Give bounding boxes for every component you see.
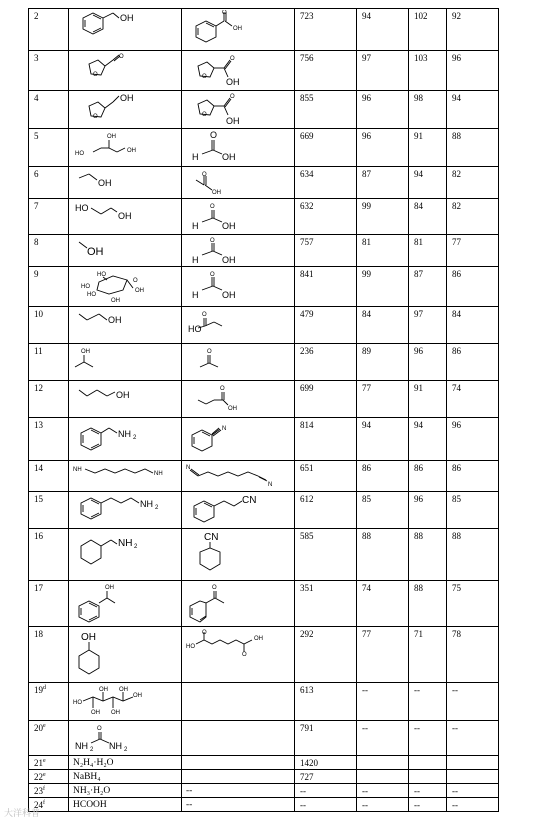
tof-cell: 791 xyxy=(295,721,357,756)
svg-text:O: O xyxy=(230,56,235,62)
svg-text:O: O xyxy=(97,726,102,732)
reactant-structure xyxy=(71,582,179,624)
footnote-mark: e xyxy=(43,772,46,778)
product-empty xyxy=(182,770,295,784)
value-cell: 87 xyxy=(357,167,409,199)
value-cell: 86 xyxy=(447,267,499,307)
entry-number: 8 xyxy=(34,237,39,247)
svg-text:OH: OH xyxy=(222,290,236,300)
value-cell: 96 xyxy=(409,344,447,381)
value-cell xyxy=(447,756,499,770)
value-cell: 94 xyxy=(409,418,447,461)
value-cell: 85 xyxy=(447,492,499,529)
tof-cell: 841 xyxy=(295,267,357,307)
svg-text:OH: OH xyxy=(111,710,120,716)
svg-text:NH: NH xyxy=(154,471,163,477)
value-cell: 74 xyxy=(447,381,499,418)
value-cell: 96 xyxy=(357,91,409,129)
value-cell: -- xyxy=(409,721,447,756)
reactant-structure xyxy=(71,10,179,48)
value-cell: 82 xyxy=(447,199,499,235)
product-structure xyxy=(184,419,292,457)
tof-cell: 1420 xyxy=(295,756,357,770)
value-cell xyxy=(357,770,409,784)
table-row xyxy=(29,51,499,91)
tof-cell: 585 xyxy=(295,529,357,581)
value-cell: 84 xyxy=(409,199,447,235)
value-cell: 87 xyxy=(409,267,447,307)
table-row xyxy=(29,756,499,770)
tof-cell: 727 xyxy=(295,770,357,784)
svg-text:OH: OH xyxy=(127,148,136,154)
value-cell: 88 xyxy=(447,529,499,581)
svg-text:OH: OH xyxy=(120,93,134,103)
reactant-structure xyxy=(71,493,179,525)
svg-text:2: 2 xyxy=(155,505,159,511)
table-row xyxy=(29,9,499,51)
product-structure xyxy=(184,462,292,488)
svg-text:O: O xyxy=(230,94,235,100)
svg-text:OH: OH xyxy=(118,211,132,221)
value-cell: -- xyxy=(409,798,447,812)
svg-text:O: O xyxy=(210,130,218,140)
svg-text:NH: NH xyxy=(75,741,88,751)
entry-number: 12 xyxy=(34,383,43,393)
svg-text:OH: OH xyxy=(233,26,242,32)
value-cell: -- xyxy=(357,721,409,756)
entry-number: 23 xyxy=(34,786,43,796)
entry-number: 14 xyxy=(34,463,43,473)
value-cell: -- xyxy=(409,683,447,721)
tof-cell: -- xyxy=(295,784,357,798)
value-cell: -- xyxy=(409,784,447,798)
footnote-mark: f xyxy=(43,800,45,806)
tof-cell: 855 xyxy=(295,91,357,129)
value-cell: -- xyxy=(357,798,409,812)
value-cell: 94 xyxy=(357,9,409,51)
entry-number: 11 xyxy=(34,346,43,356)
footnote-mark: e xyxy=(43,723,46,729)
reactant-structure xyxy=(71,722,179,753)
entry-number: 20 xyxy=(34,723,43,733)
product-structure xyxy=(184,168,292,196)
value-cell: -- xyxy=(447,798,499,812)
entry-number: 22 xyxy=(34,772,43,782)
svg-text:OH: OH xyxy=(135,288,144,294)
svg-text:CN: CN xyxy=(242,495,257,506)
table-row xyxy=(29,721,499,756)
reactant-structure xyxy=(71,130,179,164)
table-row xyxy=(29,770,499,784)
table-row xyxy=(29,199,499,235)
table-row xyxy=(29,492,499,529)
svg-text:OH: OH xyxy=(111,298,120,304)
product-structure xyxy=(184,530,292,578)
svg-text:OH: OH xyxy=(226,77,240,87)
value-cell: 77 xyxy=(357,381,409,418)
value-cell xyxy=(409,770,447,784)
svg-text:O: O xyxy=(93,114,98,120)
tof-cell: 632 xyxy=(295,199,357,235)
value-cell: 91 xyxy=(409,381,447,418)
svg-text:OH: OH xyxy=(120,13,134,23)
svg-text:2: 2 xyxy=(133,435,137,441)
tof-cell: 814 xyxy=(295,418,357,461)
tof-cell: 236 xyxy=(295,344,357,381)
product-text: -- xyxy=(182,784,295,798)
product-structure xyxy=(184,493,292,525)
table-row xyxy=(29,267,499,307)
table-row xyxy=(29,418,499,461)
product-structure xyxy=(184,52,292,88)
value-cell: 94 xyxy=(447,91,499,129)
svg-text:2: 2 xyxy=(134,544,138,550)
value-cell: 88 xyxy=(357,529,409,581)
product-text: -- xyxy=(182,798,295,812)
table-row xyxy=(29,381,499,418)
product-structure xyxy=(184,92,292,126)
value-cell: 85 xyxy=(357,492,409,529)
entry-number: 13 xyxy=(34,420,43,430)
value-cell xyxy=(409,756,447,770)
svg-text:O: O xyxy=(210,204,215,210)
entry-number: 18 xyxy=(34,629,43,639)
svg-text:HO: HO xyxy=(186,644,195,650)
entry-number: 24 xyxy=(34,800,43,810)
entry-number: 15 xyxy=(34,494,43,504)
reactant-structure xyxy=(71,268,179,304)
reactant-formula: N₂H₄·H₂O xyxy=(69,756,182,770)
svg-text:O: O xyxy=(202,112,207,118)
entry-number: 7 xyxy=(34,201,39,211)
value-cell: 94 xyxy=(409,167,447,199)
value-cell xyxy=(447,770,499,784)
entry-number: 5 xyxy=(34,131,39,141)
entry-number: 17 xyxy=(34,583,43,593)
svg-text:O: O xyxy=(222,10,227,16)
svg-text:NH: NH xyxy=(109,741,122,751)
entry-number: 3 xyxy=(34,53,39,63)
product-structure xyxy=(184,345,292,377)
footnote-mark: e xyxy=(43,758,46,764)
value-cell: 96 xyxy=(409,492,447,529)
reactant-structure xyxy=(71,530,179,578)
reactant-formula: NaBH₄ xyxy=(69,770,182,784)
svg-text:N: N xyxy=(268,482,273,488)
svg-text:O: O xyxy=(119,54,124,60)
value-cell: 86 xyxy=(447,461,499,492)
tof-cell: 756 xyxy=(295,51,357,91)
footnote-mark: d xyxy=(43,685,46,691)
entry-number: 6 xyxy=(34,169,39,179)
svg-text:OH: OH xyxy=(226,116,240,126)
footnote-mark: f xyxy=(43,786,45,792)
value-cell: -- xyxy=(447,683,499,721)
svg-text:NH: NH xyxy=(140,499,153,509)
svg-text:OH: OH xyxy=(222,221,236,231)
product-structure xyxy=(184,130,292,164)
table-row xyxy=(29,91,499,129)
watermark: 大洋科普 xyxy=(4,809,41,819)
value-cell: 77 xyxy=(357,627,409,683)
value-cell: 97 xyxy=(409,307,447,344)
table-row xyxy=(29,307,499,344)
svg-text:O: O xyxy=(210,238,215,244)
product-structure xyxy=(184,10,292,48)
tof-cell: 634 xyxy=(295,167,357,199)
value-cell: 92 xyxy=(447,9,499,51)
value-cell: 98 xyxy=(409,91,447,129)
svg-text:OH: OH xyxy=(228,406,237,412)
svg-text:OH: OH xyxy=(81,632,96,643)
svg-text:O: O xyxy=(202,172,207,178)
reactant-structure xyxy=(71,684,179,718)
product-structure xyxy=(184,308,292,340)
svg-text:OH: OH xyxy=(254,636,263,642)
svg-text:OH: OH xyxy=(107,134,116,140)
reactant-structure xyxy=(71,462,179,488)
svg-text:OH: OH xyxy=(108,315,122,325)
svg-text:OH: OH xyxy=(91,710,100,716)
svg-text:O: O xyxy=(207,349,212,355)
value-cell: 84 xyxy=(447,307,499,344)
value-cell: 102 xyxy=(409,9,447,51)
svg-text:O: O xyxy=(93,72,98,78)
entry-number: 16 xyxy=(34,531,43,541)
table-row xyxy=(29,581,499,627)
value-cell: 97 xyxy=(357,51,409,91)
svg-text:OH: OH xyxy=(116,390,130,400)
entry-number: 2 xyxy=(34,11,39,21)
svg-text:OH: OH xyxy=(99,687,108,693)
svg-text:OH: OH xyxy=(222,255,236,264)
reactant-structure xyxy=(71,236,179,264)
value-cell: 86 xyxy=(447,344,499,381)
value-cell: 96 xyxy=(447,418,499,461)
value-cell: 96 xyxy=(447,51,499,91)
value-cell xyxy=(357,756,409,770)
value-cell: 88 xyxy=(409,529,447,581)
svg-text:O: O xyxy=(210,272,215,278)
svg-text:OH: OH xyxy=(222,152,236,162)
table-row xyxy=(29,235,499,267)
svg-text:O: O xyxy=(202,312,207,318)
reactant-structure xyxy=(71,168,179,196)
entry-number: 10 xyxy=(34,309,43,319)
value-cell: 86 xyxy=(357,461,409,492)
entry-number: 19 xyxy=(34,685,43,695)
svg-text:NH: NH xyxy=(118,429,131,439)
product-structure xyxy=(184,582,292,624)
svg-text:O: O xyxy=(133,278,138,284)
table-row xyxy=(29,344,499,381)
table-row xyxy=(29,129,499,167)
svg-text:O: O xyxy=(242,652,247,658)
svg-text:NH: NH xyxy=(73,467,82,473)
value-cell: 86 xyxy=(409,461,447,492)
value-cell: 81 xyxy=(409,235,447,267)
value-cell: 91 xyxy=(409,129,447,167)
value-cell: 88 xyxy=(409,581,447,627)
svg-text:CN: CN xyxy=(204,532,219,543)
table-row xyxy=(29,798,499,812)
value-cell: 81 xyxy=(357,235,409,267)
tof-cell: 757 xyxy=(295,235,357,267)
svg-text:2: 2 xyxy=(124,747,128,753)
svg-text:N: N xyxy=(186,465,191,471)
svg-text:N: N xyxy=(222,426,227,432)
value-cell: 77 xyxy=(447,235,499,267)
reactant-structure xyxy=(71,92,179,126)
reactant-structure xyxy=(71,308,179,340)
svg-text:H: H xyxy=(192,290,199,300)
entry-number: 4 xyxy=(34,93,39,103)
value-cell: 78 xyxy=(447,627,499,683)
svg-text:O: O xyxy=(220,386,225,392)
tof-cell: 613 xyxy=(295,683,357,721)
product-structure xyxy=(184,236,292,264)
value-cell: -- xyxy=(357,683,409,721)
value-cell: 75 xyxy=(447,581,499,627)
svg-text:HO: HO xyxy=(75,151,84,157)
svg-text:O: O xyxy=(202,74,207,80)
value-cell: 96 xyxy=(357,129,409,167)
tof-cell: 669 xyxy=(295,129,357,167)
svg-text:O: O xyxy=(202,630,207,636)
svg-text:OH: OH xyxy=(87,246,104,258)
entry-number: 21 xyxy=(34,758,43,768)
entry-number: 9 xyxy=(34,269,39,279)
reactant-formula: NH₃·H₂O xyxy=(69,784,182,798)
value-cell: 94 xyxy=(357,418,409,461)
svg-text:OH: OH xyxy=(212,190,221,196)
svg-text:OH: OH xyxy=(98,178,112,188)
svg-text:OH: OH xyxy=(81,349,90,355)
tof-cell: 612 xyxy=(295,492,357,529)
svg-text:2: 2 xyxy=(90,747,94,753)
reactant-formula: HCOOH xyxy=(69,798,182,812)
svg-text:H: H xyxy=(192,152,199,162)
results-table xyxy=(28,8,499,812)
svg-text:HO: HO xyxy=(188,324,202,334)
reactant-structure xyxy=(71,382,179,414)
table-row xyxy=(29,167,499,199)
svg-text:NH: NH xyxy=(118,538,133,549)
reactant-structure xyxy=(71,52,179,88)
reactant-structure xyxy=(71,200,179,232)
svg-text:HO: HO xyxy=(73,700,82,706)
tof-cell: 651 xyxy=(295,461,357,492)
product-structure xyxy=(184,628,292,680)
svg-text:HO: HO xyxy=(75,203,89,213)
product-empty xyxy=(182,756,295,770)
svg-text:OH: OH xyxy=(133,693,142,699)
tof-cell: -- xyxy=(295,798,357,812)
svg-text:HO: HO xyxy=(97,272,106,278)
table-row xyxy=(29,529,499,581)
table-row xyxy=(29,683,499,721)
value-cell: 71 xyxy=(409,627,447,683)
table-row xyxy=(29,784,499,798)
svg-text:O: O xyxy=(212,585,217,591)
value-cell: -- xyxy=(447,784,499,798)
value-cell: 74 xyxy=(357,581,409,627)
product-structure xyxy=(184,382,292,414)
tof-cell: 699 xyxy=(295,381,357,418)
reactant-structure xyxy=(71,345,179,377)
svg-text:OH: OH xyxy=(105,585,114,591)
value-cell: 82 xyxy=(447,167,499,199)
svg-text:HO: HO xyxy=(81,284,90,290)
product-structure xyxy=(184,268,292,304)
value-cell: 88 xyxy=(447,129,499,167)
svg-text:H: H xyxy=(192,255,199,264)
svg-text:HO: HO xyxy=(87,292,96,298)
reactant-structure xyxy=(71,419,179,457)
value-cell: 84 xyxy=(357,307,409,344)
table-row xyxy=(29,461,499,492)
tof-cell: 723 xyxy=(295,9,357,51)
tof-cell: 351 xyxy=(295,581,357,627)
product-structure xyxy=(184,200,292,232)
svg-text:H: H xyxy=(192,221,199,231)
value-cell: 89 xyxy=(357,344,409,381)
value-cell: 99 xyxy=(357,199,409,235)
value-cell: -- xyxy=(357,784,409,798)
table-row xyxy=(29,627,499,683)
tof-cell: 479 xyxy=(295,307,357,344)
value-cell: 103 xyxy=(409,51,447,91)
svg-text:OH: OH xyxy=(119,687,128,693)
value-cell: -- xyxy=(447,721,499,756)
tof-cell: 292 xyxy=(295,627,357,683)
reactant-structure xyxy=(71,628,179,680)
value-cell: 99 xyxy=(357,267,409,307)
